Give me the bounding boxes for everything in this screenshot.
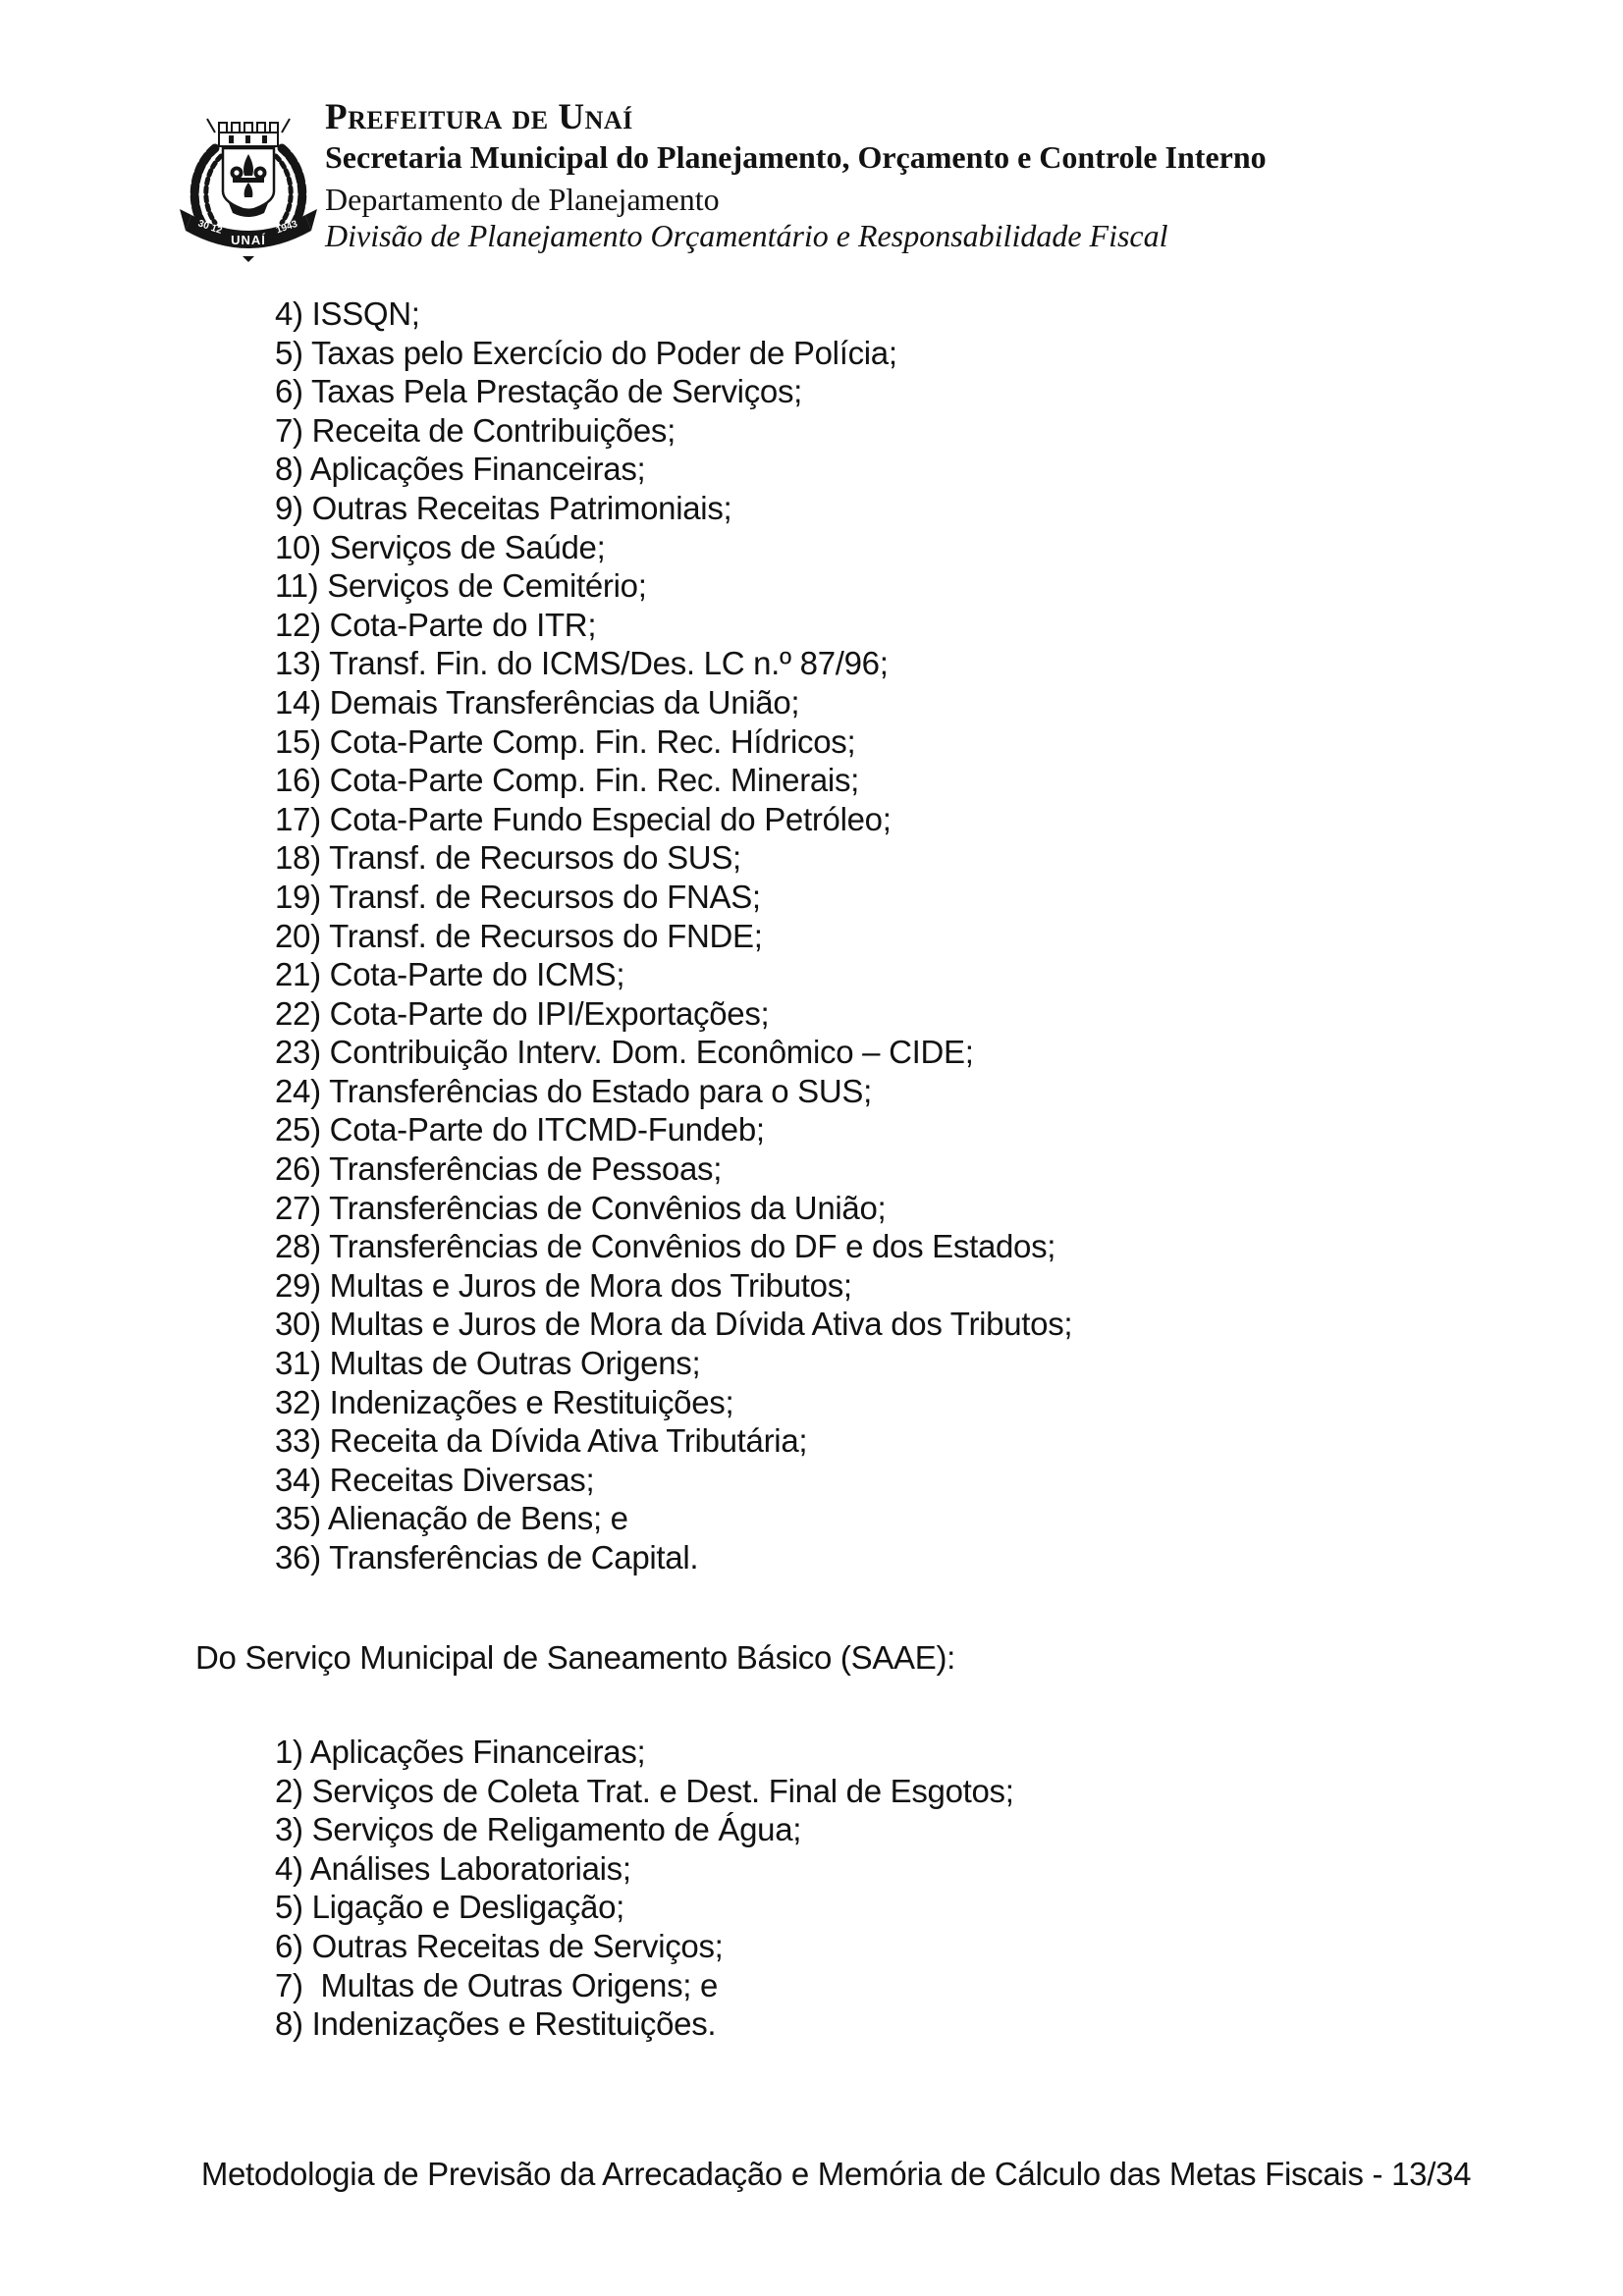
ribbon-text-right: 1943: [274, 218, 299, 237]
saae-section-heading: Do Serviço Municipal de Saneamento Básico (SAAE):: [195, 1639, 956, 1676]
list-item: 7) Receita de Contribuições;: [275, 411, 676, 449]
list-item: 33) Receita da Dívida Ativa Tributária;: [275, 1422, 808, 1460]
list-item: 28) Transferências de Convênios do DF e dos Estados;: [275, 1228, 1056, 1265]
list-item: 1) Aplicações Financeiras;: [275, 1734, 646, 1770]
list-item: 25) Cota-Parte do ITCMD-Fundeb;: [275, 1111, 765, 1148]
list-item: 24) Transferências do Estado para o SUS;: [275, 1072, 873, 1109]
list-item: 3) Serviços de Religamento de Água;: [275, 1811, 802, 1848]
list-item: 22) Cota-Parte do IPI/Exportações;: [275, 994, 770, 1032]
list-item: 18) Transf. de Recursos do SUS;: [275, 839, 741, 877]
list-item: 34) Receitas Diversas;: [275, 1461, 595, 1498]
list-item: 31) Multas de Outras Origens;: [275, 1345, 701, 1382]
org-division: Divisão de Planejamento Orçamentário e Responsabilidade Fiscal: [325, 218, 1168, 253]
laurel-branch-right: [276, 119, 302, 231]
list-item: 15) Cota-Parte Comp. Fin. Rec. Hídricos;: [275, 722, 856, 760]
list-item: 9) Outras Receitas Patrimoniais;: [275, 489, 732, 526]
ribbon-text-center: UNAÍ: [231, 233, 266, 247]
org-secretariat: Secretaria Municipal do Planejamento, Orçamento e Controle Interno: [325, 139, 1267, 175]
list-item: 11) Serviços de Cemitério;: [275, 567, 647, 605]
list-item: 19) Transf. de Recursos do FNAS;: [275, 878, 761, 915]
list-item: 8) Aplicações Financeiras;: [275, 451, 646, 488]
org-name: Prefeitura de Unaí: [325, 97, 633, 137]
list-item: 36) Transferências de Capital.: [275, 1539, 699, 1575]
list-item: 27) Transferências de Convênios da União;: [275, 1189, 887, 1226]
list-item: 5) Ligação e Desligação;: [275, 1889, 625, 1926]
list-item: 8) Indenizações e Restituições.: [275, 2005, 717, 2043]
list-item: 32) Indenizações e Restituições;: [275, 1383, 734, 1420]
municipal-revenue-list: [275, 294, 1072, 1577]
list-item: 10) Serviços de Saúde;: [275, 528, 606, 565]
mural-crown: [219, 123, 278, 146]
list-item: 20) Transf. de Recursos do FNDE;: [275, 917, 763, 954]
ribbon-text-left: 30 12: [196, 218, 224, 237]
list-item: 12) Cota-Parte do ITR;: [275, 606, 597, 643]
laurel-branch-left: [194, 119, 221, 231]
list-item: 2) Serviços de Coleta Trat. e Dest. Final de Esgotos;: [275, 1772, 1014, 1809]
list-item: 4) Análises Laboratoriais;: [275, 1849, 631, 1887]
list-item: 21) Cota-Parte do ICMS;: [275, 956, 625, 993]
list-item: 14) Demais Transferências da União;: [275, 683, 800, 721]
list-item: 26) Transferências de Pessoas;: [275, 1150, 723, 1188]
footer-text: Metodologia de Previsão da Arrecadação e Memória de Cálculo das Metas Fiscais - 13/34: [200, 2156, 1472, 2192]
list-item: 30) Multas e Juros de Mora da Dívida Ativa dos Tributos;: [275, 1306, 1073, 1343]
list-item: 6) Taxas Pela Prestação de Serviços;: [275, 373, 803, 410]
list-item: 16) Cota-Parte Comp. Fin. Rec. Minerais;: [275, 762, 860, 799]
list-item: 29) Multas e Juros de Mora dos Tributos;: [275, 1266, 852, 1304]
list-item: 35) Alienação de Bens; e: [275, 1500, 628, 1537]
coat-of-arms-logo: [180, 113, 317, 262]
list-item: 13) Transf. Fin. do ICMS/Des. LC n.º 87/96;: [275, 645, 889, 682]
saae-revenue-list: [275, 1733, 1014, 2044]
list-item: 4) ISSQN;: [275, 295, 420, 332]
org-department: Departamento de Planejamento: [325, 182, 720, 217]
list-item: 5) Taxas pelo Exercício do Poder de Polícia;: [275, 334, 897, 371]
list-item: 17) Cota-Parte Fundo Especial do Petróleo;: [275, 800, 892, 837]
list-item: 23) Contribuição Interv. Dom. Econômico – CIDE;: [275, 1034, 974, 1071]
list-item: 7) Multas de Outras Origens; e: [275, 1966, 719, 2003]
page-footer: [0, 2155, 1623, 2194]
list-item: 6) Outras Receitas de Serviços;: [275, 1927, 724, 1964]
